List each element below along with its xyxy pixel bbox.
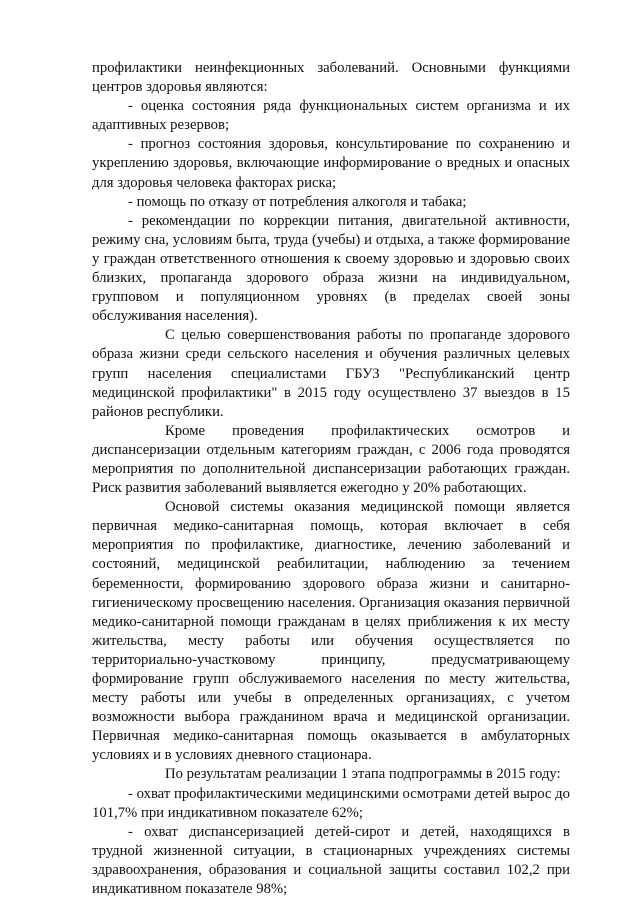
- paragraph-primary-care: Основой системы оказания медицинской помощи является первичная медико-санитарная помощь, которая включает в себя мероприятия по профилактике, диагностике, лечению заболеваний и состояний, медицинской реабилитации, наблюдению за течением беременности, формированию здорового образа жизни и санитарно-гигиеническому просвещению населения. Организация оказания первичной медико-санитарной помощи гражданам в целях приближения к их месту жительства, месту работы или обучения осуществляется по территориально-участковому принципу, предусматривающему формирование групп обслуживаемого населения по месту жительства, месту работы или учебы в определенных организациях, с учетом возможности выбора гражданином врача и медицинской организации. Первичная медико-санитарная помощь оказывается в амбулаторных условиях и в условиях дневного стационара.: [92, 499, 570, 764]
- paragraph-dispensary: Кроме проведения профилактических осмотров и диспансеризации отдельным категориям граждан, с 2006 года проводятся мероприятия по дополнительной диспансеризации работающих граждан. Риск развития заболеваний выявляется ежегодно у 20% работающих.: [92, 422, 570, 497]
- list-item-alcohol-tobacco: - помощь по отказу от потребления алкоголя и табака;: [128, 193, 467, 210]
- list-item-forecast: - прогноз состояния здоровья, консультирование по сохранению и укреплению здоровья, включающие информирование о вредных и опасных для здоровья человека факторах риска;: [92, 136, 570, 191]
- paragraph-intro: профилактики неинфекционных заболеваний. Основными функциями центров здоровья являются:: [92, 60, 570, 96]
- list-item-orphan-dispensary: - охват диспансеризацией детей-сирот и детей, находящихся в трудной жизненной ситуации, в стационарных учреждениях системы здравоохранения, образования и социальной защиты составил 102,2 при индикативном показателе 98%;: [92, 823, 570, 898]
- list-item-child-checkups: - охват профилактическими медицинскими осмотрами детей вырос до 101,7% при индикативном показателе 62%;: [92, 785, 570, 821]
- list-item-assessment: - оценка состояния ряда функциональных систем организма и их адаптивных резервов;: [92, 98, 570, 134]
- list-item-recommendations: - рекомендации по коррекции питания, двигательной активности, режиму сна, условиям быта, труда (учебы) и отдыха, а также формирование у граждан ответственного отношения к своему здоровью и здоровью своих близких, пропаганда здорового образа жизни на индивидуальном, групповом и популяционном уровнях (в пределах своей зоны обслуживания населения).: [92, 212, 570, 325]
- paragraph-results: По результатам реализации 1 этапа подпрограммы в 2015 году:: [165, 766, 561, 783]
- document-body: [92, 59, 570, 899]
- paragraph-rural-outreach: С целью совершенствования работы по пропаганде здорового образа жизни среди сельского населения и обучения различных целевых групп населения специалистами ГБУЗ "Республиканский центр медицинской профилактики" в 2015 году осуществлено 37 выездов в 15 районов республики.: [92, 327, 570, 420]
